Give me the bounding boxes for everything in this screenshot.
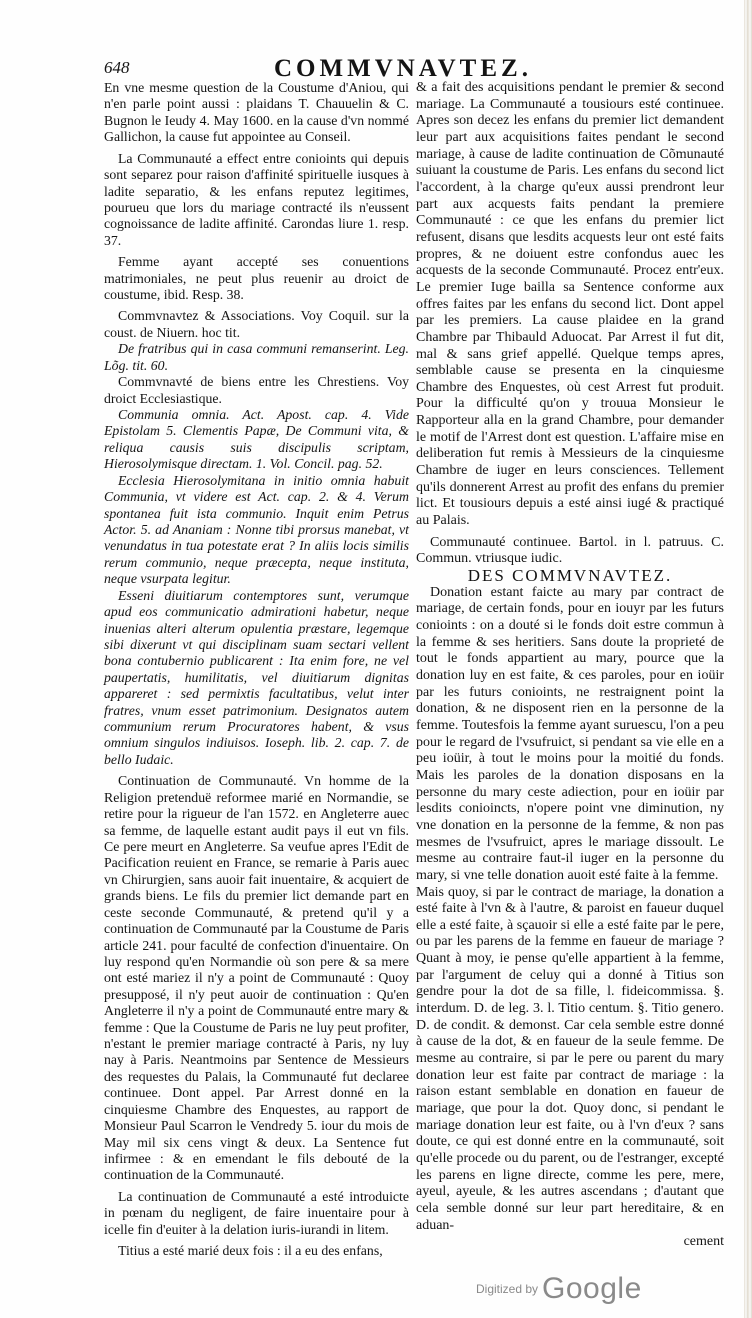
paragraph: Mais quoy, si par le contract de mariage, la donation a esté faite à l'vn & à l'autre, & paroist en faueur duquel elle a esté faite, à sçauoir si elle a esté faite par le pere, ou par les parens de la femme en faueur de mariage ? Quant à moy, ie pense qu'elle appartient à la femme, par l'argument de celuy qui a donné à Titius son gendre pour la dot de sa fille, l. fideicommissa. §. interdum. D. de leg. 3. l. Titio centum. §. Titio genero. D. de condit. & demonst. Car cela semble estre donné à cause de la dot, & en faueur de la seule femme. De mesme au contraire, si par le pere ou parent du mary donation leur est faite par contract de mariage : la raison estant semblable en donation en faueur de mariage, que pour la dot. Quoy donc, si pendant le mariage donation leur est faite, ou à l'vn d'eux ? sans doute, ce qui est donné entre en la communauté, soit qu'elle procede ou du parent, ou de l'estranger, excepté les parens en ligne directe, comme les pere, mere, ayeul, ayeule, & les autres ascendans ; d'autant que cela semble donné sur leur part hereditaire, & en aduan- xyxy=(416,884,724,1233)
paragraph: Continuation de Communauté. Vn homme de la Religion pretenduë reformee marié en Normandie, se retire pour la rigueur de l'an 1572. en Angleterre auec sa femme, de laquelle estant audit pays il eut vn fils. Ce pere meurt en Angleterre. Sa veufue apres l'Edit de Pacification reuient en France, se remarie à Paris auec vn Chirurgien, sans auoir fait inuentaire, & acquiert de grands biens. Le fils du premier lict demande part en ceste seconde Communauté, & pretend qu'il y a continuation de Communauté par la Coustume de Paris article 241. pour faculté de confection d'inuentaire. On luy respond qu'en Normandie où son pere & sa mere ont esté mariez il n'y a point de Communauté : Quoy presupposé, il n'y peut auoir de continuation : Qu'en Angleterre il n'y a point de Communauté entre mary & femme : Que la Coustume de Paris ne luy peut profiter, n'estant le premier mariage contracté à Paris, ny luy nay à Paris. Neantmoins par Sentence de Messieurs des requestes du Palais, la Communauté fut declaree continuee. Dont appel. Par Arrest donné en la cinquiesme Chambre des Enquestes, au rapport de Monsieur Paul Scarron le Vendredy 5. iour du mois de May mil six cens vingt & deux. La Sentence fut infirmee : & en emendant le fils debouté de la continuation de la Communauté. xyxy=(104,773,409,1183)
paragraph: De fratribus qui in casa communi remanserint. Leg. Lõg. tit. 60. xyxy=(104,341,409,373)
paragraph: La continuation de Communauté a esté introduicte in pœnam du negligent, de faire inuentaire pour à icelle fin d'euiter à la delation iuris-iurandi in litem. xyxy=(104,1188,409,1237)
paragraph: La Communauté a effect entre conioints qui depuis sont separez pour raison d'affinité spirituelle iusques à ladite separatio, & les enfans reputez legitimes, pourueu que lors du mariage contracté ils n'eussent cognoissance de ladite affinité. Carondas liure 1. resp. 37. xyxy=(104,150,409,248)
paragraph: Communauté continuee. Bartol. in l. patruus. C. Commun. vtriusque iudic. xyxy=(416,534,724,567)
section-heading: DES COMMVNAVTEZ. xyxy=(467,566,673,586)
left-column xyxy=(104,80,409,1260)
paragraph: Femme ayant accepté ses conuentions matrimoniales, ne peut plus reuenir au droict de coustume, ibid. Resp. 38. xyxy=(104,254,409,303)
paragraph: Esseni diuitiarum contemptores sunt, verumque apud eos communicatio admirationi habetur, neque inuenias alteri alterum opulentia præstare, legemque sibi dixerunt vt qui disciplinam suam sectari vellent bona contubernio publicarent : Ita enim fore, ne vel paupertatis, humilitatis, vel diuitiarum dignitas appareret : sed permixtis facultatibus, velut inter fratres, vnum esset patrimonium. Designatos autem communium rerum Procuratores habent, & vsus omnium singulos indiuisos. Ioseph. lib. 2. cap. 7. de bello Iudaic. xyxy=(104,587,409,767)
right-column xyxy=(416,80,724,1251)
digitized-by-label: Digitized by xyxy=(476,1282,539,1296)
running-head: COMMVNAVTEZ. xyxy=(274,55,532,82)
paragraph: Titius a esté marié deux fois : il a eu des enfans, xyxy=(118,1243,383,1259)
page-edge-decoration xyxy=(744,0,752,1318)
paragraph: Commvnavté de biens entre les Chrestiens. Voy droict Ecclesiastique. xyxy=(104,374,409,406)
digitization-watermark xyxy=(476,1272,642,1306)
google-logo: Google xyxy=(542,1272,642,1305)
paragraph: Commvnavtez & Associations. Voy Coquil. sur la coust. de Niuern. hoc tit. xyxy=(104,308,409,340)
paragraph: Donation estant faicte au mary par contract de mariage, de certain fonds, pour en iouyr par les futurs conioints : on a douté si le fonds doit estre commun à la femme & ses heritiers. Sans doute la proprieté de tout le fonds appartient au mary, pource que la donation luy en est faite, & ces paroles, pour en ioüir par les futurs conioints, ne restraignent point la donation, & ne disposent rien en la personne de la femme. Toutesfois la femme ayant suruescu, l'on a peu pour le regard de l'vsufruict, si pendant sa vie elle en a peu ioüir, à tout le moins pour la moitié du fonds. Mais les paroles de la donation disposans en la personne du mary ceste adiection, pour en ioüir par lesdits conioincts, n'opere point vne diminution, ny vne donation en la personne de la femme, & non pas mesmes de l'vsufruict, apres le mariage dissoult. Le mesme au contraire faut-il iuger en la personne du mary, si vne telle donation auoit esté faite à la femme. xyxy=(416,584,724,883)
paragraph: En vne mesme question de la Coustume d'Aniou, qui n'en parle point aussi : plaidans T. Chauuelin & C. Bugnon le Ieudy 4. May 1600. en la cause d'vn nommé Gallichon, la cause fut appointee au Conseil. xyxy=(104,80,409,145)
paragraph: Communia omnia. Act. Apost. cap. 4. Vide Epistolam 5. Clementis Papæ, De Communi vita, & reliqua causis suis discipulis scriptam, Hierosolymisque directam. 1. Vol. Concil. pag. 52. xyxy=(104,407,409,472)
catchword: cement xyxy=(683,1234,724,1250)
paragraph: & a fait des acquisitions pendant le premier & second mariage. La Communauté a tousiours esté continuee. Apres son decez les enfans du premier lict demandent leur part aux acquisitions faites pendant le second mariage, à cause de ladite continuation de Cõmunauté suiuant la coustume de Paris. Les enfans du second lict l'accordent, à la charge qu'eux aussi prendront leur part aux acquests faits pendant la premiere Communauté : ce que les enfans du premier lict refusent, disans que lesdits acquests leur ont esté faits propres, & ne doiuent estre confondus auec les acquests de la seconde Communauté. Procez entr'eux. Le premier Iuge bailla sa Sentence conforme aux offres faites par les enfans du second lict. Dont appel par les premiers. La cause plaidee en la grand Chambre par Thibauld Aduocat. Par Arrest il fut dit, mal & sans grief appellé. Quelque temps apres, semblable cause se presenta en la cinquiesme Chambre des Enquestes, où cest Arrest fut produit. Pour la difficulté qu'on y trouua Monsieur le Rapporteur alla en la grand Chambre, pour demander le motif de l'Arrest dont est question. L'affaire mise en deliberation fut remis à Messieurs de la cinquiesme Chambre de iuger en leurs consciences. Tellement qu'ils donnerent Arrest au profit des enfans du premier lict. Et tousiours depuis a esté ainsi iugé & practiqué au Palais. xyxy=(416,80,724,529)
page-number: 648 xyxy=(104,58,130,77)
paragraph: Ecclesia Hierosolymitana in initio omnia habuit Communia, vt videre est Act. cap. 2. & 4. Verum spontanea fuit ista communio. Inquit enim Petrus Actor. 5. ad Ananiam : Nonne tibi prorsus manebat, vt venundatus in tua potestate erat ? In aliis locis similis rerum communio, neque præcepta, neque instituta, neque vsurpata legitur. xyxy=(104,472,409,587)
